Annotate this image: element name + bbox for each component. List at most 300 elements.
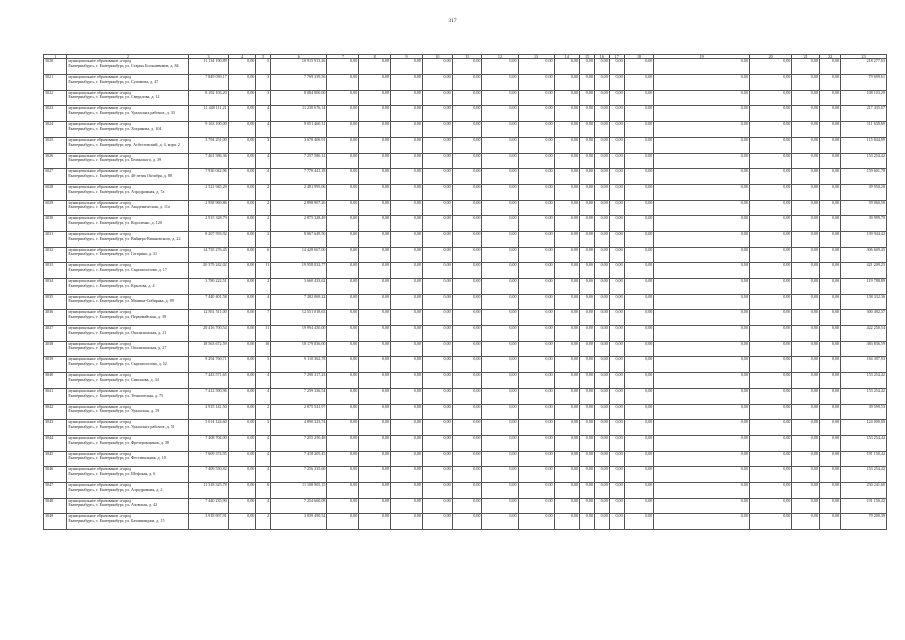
- value-cell-c6: 7 257 586,12: [271, 153, 327, 169]
- value-cell-c7: 0,00: [327, 514, 359, 530]
- value-cell-c15: 0,00: [580, 341, 595, 357]
- value-cell-c18: 0,00: [624, 373, 654, 389]
- value-cell-c10: 0,00: [422, 357, 452, 373]
- value-cell-c22: 0,00: [819, 106, 840, 122]
- value-cell-c9: 0,00: [391, 326, 423, 342]
- address-text: Екатеринбург», г. Екатеринбург, ул. Опалихинская, д. 27: [68, 345, 167, 351]
- value-cell-c14: 0,00: [554, 482, 579, 498]
- value-cell-total: 306 609,45: [841, 247, 887, 263]
- value-cell-c11: 0,00: [452, 106, 482, 122]
- value-cell-c13: 0,00: [518, 216, 554, 232]
- value-cell-c5: 4: [256, 373, 271, 389]
- value-cell-total: 159 601,78: [841, 169, 887, 185]
- value-cell-c8: 0,00: [359, 373, 391, 389]
- value-cell-c13: 0,00: [518, 279, 554, 295]
- value-cell-c16: 0,00: [594, 514, 609, 530]
- value-cell-c22: 0,00: [819, 420, 840, 436]
- value-cell-c6: 18 179 836,00: [271, 341, 327, 357]
- register-table-body: [44, 55, 887, 530]
- owner-type-text: муниципальное образование «город: [68, 121, 132, 127]
- owner-type-text: муниципальное образование «город: [68, 372, 132, 378]
- row-number-cell: 3047: [44, 482, 67, 498]
- value-cell-c21: 0,00: [792, 373, 820, 389]
- value-cell-cost: 7 443 571,65: [189, 373, 228, 389]
- value-cell-c16: 0,00: [594, 59, 609, 75]
- value-cell-cost: 7 408 704,00: [189, 435, 228, 451]
- value-cell-c11: 0,00: [452, 279, 482, 295]
- value-cell-c5: 11: [256, 326, 271, 342]
- value-cell-c15: 0,00: [580, 137, 595, 153]
- value-cell-c15: 0,00: [580, 373, 595, 389]
- value-cell-total: 59 060,50: [841, 200, 887, 216]
- value-cell-c5: 2: [256, 216, 271, 232]
- address-cell: [67, 514, 189, 530]
- value-cell-c14: 0,00: [554, 388, 579, 404]
- value-cell-c21: 0,00: [792, 247, 820, 263]
- address-cell: [67, 169, 189, 185]
- owner-type-text: муниципальное образование «город: [68, 341, 132, 346]
- value-cell-c4: 0,00: [228, 451, 256, 467]
- value-cell-c21: 0,00: [792, 122, 820, 138]
- value-cell-c22: 0,00: [819, 467, 840, 483]
- value-cell-total: 79 200,39: [841, 514, 887, 530]
- value-cell-c15: 0,00: [580, 247, 595, 263]
- value-cell-c16: 0,00: [594, 420, 609, 436]
- value-cell-c11: 0,00: [452, 451, 482, 467]
- value-cell-c9: 0,00: [391, 59, 423, 75]
- value-cell-c15: 0,00: [580, 59, 595, 75]
- value-cell-c22: 0,00: [819, 388, 840, 404]
- address-cell: [67, 294, 189, 310]
- value-cell-c6: 7 290 317,23: [271, 373, 327, 389]
- value-cell-c5: 2: [256, 514, 271, 530]
- value-cell-c9: 0,00: [391, 388, 423, 404]
- value-cell-c22: 0,00: [819, 326, 840, 342]
- owner-type-text: муниципальное образование «город: [68, 247, 132, 252]
- value-cell-c15: 0,00: [580, 451, 595, 467]
- value-cell-c12: 0,00: [482, 373, 518, 389]
- value-cell-c11: 0,00: [452, 263, 482, 279]
- value-cell-c14: 0,00: [554, 451, 579, 467]
- value-cell-c9: 0,00: [391, 216, 423, 232]
- value-cell-c22: 0,00: [819, 357, 840, 373]
- value-cell-c17: 0,00: [609, 326, 624, 342]
- address-cell: [67, 75, 189, 91]
- value-cell-c12: 0,00: [482, 231, 518, 247]
- address-cell: [67, 357, 189, 373]
- value-cell-c4: 0,00: [228, 263, 256, 279]
- value-cell-c9: 0,00: [391, 482, 423, 498]
- value-cell-c21: 0,00: [792, 404, 820, 420]
- value-cell-c12: 0,00: [482, 310, 518, 326]
- value-cell-c11: 0,00: [452, 153, 482, 169]
- value-cell-c20: 0,00: [749, 341, 791, 357]
- value-cell-c7: 0,00: [327, 482, 359, 498]
- value-cell-c10: 0,00: [422, 514, 452, 530]
- value-cell-c10: 0,00: [422, 216, 452, 232]
- value-cell-c14: 0,00: [554, 467, 579, 483]
- value-cell-c16: 0,00: [594, 216, 609, 232]
- value-cell-c8: 0,00: [359, 279, 391, 295]
- value-cell-c8: 0,00: [359, 514, 391, 530]
- value-cell-c13: 0,00: [518, 373, 554, 389]
- value-cell-c19: 0,00: [654, 59, 750, 75]
- value-cell-c20: 0,00: [749, 498, 791, 514]
- table-row: [44, 184, 887, 200]
- address-text: Екатеринбург», г. Екатеринбург, ул. Фрезеровщиков, д. 38: [68, 439, 169, 445]
- row-number-cell: 3043: [44, 420, 67, 436]
- value-cell-c5: 4: [256, 498, 271, 514]
- value-cell-total: 153 254,42: [841, 153, 887, 169]
- value-cell-c7: 0,00: [327, 451, 359, 467]
- column-number-8: 8: [359, 55, 391, 59]
- address-text: Екатеринбург», г. Екатеринбург, ул. Аэродромная, д. 2: [68, 486, 163, 492]
- value-cell-c6: 11 108 905,15: [271, 482, 327, 498]
- value-cell-c8: 0,00: [359, 137, 391, 153]
- value-cell-cost: 20 379 242,02: [189, 263, 228, 279]
- register-table-container: [43, 54, 887, 530]
- value-cell-c14: 0,00: [554, 231, 579, 247]
- value-cell-c17: 0,00: [609, 514, 624, 530]
- address-cell: [67, 216, 189, 232]
- value-cell-c4: 0,00: [228, 216, 256, 232]
- value-cell-total: 421 209,25: [841, 263, 887, 279]
- value-cell-c11: 0,00: [452, 75, 482, 91]
- value-cell-c6: 7 770 441,18: [271, 169, 327, 185]
- address-cell: [67, 482, 189, 498]
- value-cell-cost: 7 849 039,17: [189, 75, 228, 91]
- table-row: [44, 341, 887, 357]
- value-cell-c15: 0,00: [580, 231, 595, 247]
- value-cell-c4: 0,00: [228, 310, 256, 326]
- value-cell-c14: 0,00: [554, 514, 579, 530]
- value-cell-c19: 0,00: [654, 90, 750, 106]
- value-cell-c10: 0,00: [422, 388, 452, 404]
- owner-type-text: муниципальное образование «город: [68, 356, 132, 362]
- value-cell-c16: 0,00: [594, 326, 609, 342]
- value-cell-cost: 3 794 251,00: [189, 137, 228, 153]
- owner-type-text: муниципальное образование «город: [68, 435, 132, 440]
- value-cell-c12: 0,00: [482, 106, 518, 122]
- value-cell-c16: 0,00: [594, 404, 609, 420]
- value-cell-c12: 0,00: [482, 169, 518, 185]
- value-cell-c14: 0,00: [554, 310, 579, 326]
- address-text: Екатеринбург», г. Екатеринбург, ул. Белинского, д. 39: [68, 157, 162, 163]
- value-cell-c10: 0,00: [422, 90, 452, 106]
- value-cell-c18: 0,00: [624, 263, 654, 279]
- value-cell-c17: 0,00: [609, 59, 624, 75]
- table-row: [44, 326, 887, 342]
- address-text: Екатеринбург», г. Екатеринбург, ул. Гагарина, д. 31: [68, 251, 158, 257]
- value-cell-c11: 0,00: [452, 326, 482, 342]
- value-cell-total: 218 277,63: [841, 59, 887, 75]
- address-cell: [67, 498, 189, 514]
- value-cell-c21: 0,00: [792, 231, 820, 247]
- value-cell-c4: 0,00: [228, 75, 256, 91]
- row-number-cell: 3029: [44, 200, 67, 216]
- address-cell: [67, 200, 189, 216]
- value-cell-c10: 0,00: [422, 106, 452, 122]
- value-cell-c6: 7 769 339,56: [271, 75, 327, 91]
- value-cell-c5: 2: [256, 404, 271, 420]
- value-cell-c20: 0,00: [749, 388, 791, 404]
- value-cell-c19: 0,00: [654, 216, 750, 232]
- value-cell-c22: 0,00: [819, 451, 840, 467]
- value-cell-c5: 2: [256, 184, 271, 200]
- value-cell-c21: 0,00: [792, 59, 820, 75]
- row-number-cell: 3024: [44, 122, 67, 138]
- owner-type-text: муниципальное образование «город: [68, 215, 132, 221]
- address-text: Екатеринбург», г. Екатеринбург, ул. Свердлова, д. 12: [68, 94, 160, 100]
- row-number-cell: 3036: [44, 310, 67, 326]
- value-cell-c8: 0,00: [359, 122, 391, 138]
- value-cell-c7: 0,00: [327, 498, 359, 514]
- value-cell-c13: 0,00: [518, 420, 554, 436]
- value-cell-c6: 11 230 676,14: [271, 106, 327, 122]
- value-cell-c9: 0,00: [391, 200, 423, 216]
- row-number-cell: 3030: [44, 216, 67, 232]
- value-cell-total: 153 254,42: [841, 388, 887, 404]
- value-cell-c19: 0,00: [654, 388, 750, 404]
- value-cell-c17: 0,00: [609, 482, 624, 498]
- value-cell-c20: 0,00: [749, 294, 791, 310]
- value-cell-c5: 4: [256, 169, 271, 185]
- value-cell-c20: 0,00: [749, 59, 791, 75]
- value-cell-cost: 8 192 103,20: [189, 90, 228, 106]
- value-cell-c19: 0,00: [654, 498, 750, 514]
- value-cell-c7: 0,00: [327, 467, 359, 483]
- value-cell-total: 158 332,36: [841, 294, 887, 310]
- value-cell-c16: 0,00: [594, 341, 609, 357]
- value-cell-c18: 0,00: [624, 482, 654, 498]
- value-cell-c8: 0,00: [359, 184, 391, 200]
- owner-type-text: муниципальное образование «город: [68, 482, 132, 487]
- value-cell-c7: 0,00: [327, 216, 359, 232]
- value-cell-c4: 0,00: [228, 153, 256, 169]
- value-cell-c7: 0,00: [327, 294, 359, 310]
- value-cell-c21: 0,00: [792, 200, 820, 216]
- value-cell-c14: 0,00: [554, 498, 579, 514]
- value-cell-c15: 0,00: [580, 435, 595, 451]
- value-cell-c18: 0,00: [624, 514, 654, 530]
- table-row: [44, 279, 887, 295]
- value-cell-c22: 0,00: [819, 153, 840, 169]
- value-cell-c9: 0,00: [391, 247, 423, 263]
- value-cell-c19: 0,00: [654, 467, 750, 483]
- value-cell-c19: 0,00: [654, 169, 750, 185]
- value-cell-c4: 0,00: [228, 373, 256, 389]
- value-cell-c16: 0,00: [594, 435, 609, 451]
- owner-type-text: муниципальное образование «город: [68, 451, 132, 456]
- value-cell-c21: 0,00: [792, 90, 820, 106]
- value-cell-total: 383 836,59: [841, 341, 887, 357]
- value-cell-c6: 3 678 406,91: [271, 137, 327, 153]
- owner-type-text: муниципальное образование «город: [68, 419, 132, 425]
- table-row: [44, 90, 887, 106]
- value-cell-c11: 0,00: [452, 388, 482, 404]
- value-cell-c13: 0,00: [518, 137, 554, 153]
- value-cell-c17: 0,00: [609, 498, 624, 514]
- value-cell-c8: 0,00: [359, 357, 391, 373]
- value-cell-c14: 0,00: [554, 137, 579, 153]
- value-cell-c11: 0,00: [452, 137, 482, 153]
- value-cell-c22: 0,00: [819, 216, 840, 232]
- value-cell-c20: 0,00: [749, 482, 791, 498]
- value-cell-c18: 0,00: [624, 341, 654, 357]
- value-cell-c14: 0,00: [554, 279, 579, 295]
- value-cell-c6: 2 875 541,97: [271, 404, 327, 420]
- value-cell-c22: 0,00: [819, 75, 840, 91]
- table-row: [44, 200, 887, 216]
- value-cell-c11: 0,00: [452, 357, 482, 373]
- value-cell-c13: 0,00: [518, 388, 554, 404]
- value-cell-c17: 0,00: [609, 404, 624, 420]
- value-cell-c9: 0,00: [391, 451, 423, 467]
- value-cell-c9: 0,00: [391, 341, 423, 357]
- value-cell-c18: 0,00: [624, 279, 654, 295]
- value-cell-c21: 0,00: [792, 326, 820, 342]
- owner-type-text: муниципальное образование «город: [68, 90, 132, 95]
- value-cell-c17: 0,00: [609, 106, 624, 122]
- value-cell-c8: 0,00: [359, 247, 391, 263]
- address-text: Екатеринбург», г. Екатеринбург, ул. Уральских рабочих, д. 33: [68, 110, 175, 116]
- value-cell-c13: 0,00: [518, 294, 554, 310]
- value-cell-c22: 0,00: [819, 482, 840, 498]
- value-cell-c12: 0,00: [482, 404, 518, 420]
- value-cell-c12: 0,00: [482, 388, 518, 404]
- column-number-19: 19: [654, 55, 750, 59]
- value-cell-c12: 0,00: [482, 357, 518, 373]
- value-cell-c16: 0,00: [594, 122, 609, 138]
- value-cell-total: 300 492,37: [841, 310, 887, 326]
- value-cell-c14: 0,00: [554, 341, 579, 357]
- value-cell-cost: 11 318 325,78: [189, 482, 228, 498]
- value-cell-c17: 0,00: [609, 231, 624, 247]
- value-cell-total: 115 844,09: [841, 137, 887, 153]
- owner-type-text: муниципальное образование «город: [68, 74, 132, 80]
- value-cell-c18: 0,00: [624, 90, 654, 106]
- value-cell-c12: 0,00: [482, 467, 518, 483]
- value-cell-c16: 0,00: [594, 106, 609, 122]
- value-cell-c12: 0,00: [482, 326, 518, 342]
- address-text: Екатеринбург», г. Екатеринбург, ул. 40-летия Октября, д. 88: [68, 172, 172, 178]
- value-cell-c13: 0,00: [518, 435, 554, 451]
- value-cell-c16: 0,00: [594, 90, 609, 106]
- value-cell-cost: 7 440 401,58: [189, 294, 228, 310]
- value-cell-c18: 0,00: [624, 169, 654, 185]
- value-cell-c15: 0,00: [580, 482, 595, 498]
- value-cell-c18: 0,00: [624, 200, 654, 216]
- value-cell-c21: 0,00: [792, 482, 820, 498]
- value-cell-c16: 0,00: [594, 153, 609, 169]
- value-cell-c15: 0,00: [580, 326, 595, 342]
- value-cell-c14: 0,00: [554, 326, 579, 342]
- value-cell-c19: 0,00: [654, 341, 750, 357]
- value-cell-c13: 0,00: [518, 482, 554, 498]
- value-cell-c13: 0,00: [518, 467, 554, 483]
- value-cell-c12: 0,00: [482, 420, 518, 436]
- value-cell-c10: 0,00: [422, 467, 452, 483]
- value-cell-c7: 0,00: [327, 326, 359, 342]
- value-cell-c18: 0,00: [624, 404, 654, 420]
- value-cell-c19: 0,00: [654, 279, 750, 295]
- value-cell-c14: 0,00: [554, 435, 579, 451]
- value-cell-c4: 0,00: [228, 90, 256, 106]
- value-cell-c15: 0,00: [580, 200, 595, 216]
- value-cell-c17: 0,00: [609, 263, 624, 279]
- value-cell-c17: 0,00: [609, 90, 624, 106]
- value-cell-c12: 0,00: [482, 279, 518, 295]
- column-number-18: 18: [624, 55, 654, 59]
- value-cell-c11: 0,00: [452, 216, 482, 232]
- address-text: Екатеринбург», г. Екатеринбург, ул. Бахчиванджи, д. 15: [68, 518, 165, 524]
- value-cell-c15: 0,00: [580, 404, 595, 420]
- value-cell-c19: 0,00: [654, 106, 750, 122]
- address-text: Екатеринбург», г. Екатеринбург, ул. Аэродромная, д. 7а: [68, 188, 165, 194]
- value-cell-c5: 4: [256, 435, 271, 451]
- table-row: [44, 59, 887, 75]
- value-cell-c6: 3 839 490,52: [271, 514, 327, 530]
- value-cell-c19: 0,00: [654, 451, 750, 467]
- value-cell-c7: 0,00: [327, 137, 359, 153]
- table-row: [44, 231, 887, 247]
- value-cell-c15: 0,00: [580, 294, 595, 310]
- value-cell-c16: 0,00: [594, 467, 609, 483]
- table-row: [44, 482, 887, 498]
- value-cell-c15: 0,00: [580, 388, 595, 404]
- row-number-cell: 3026: [44, 153, 67, 169]
- value-cell-total: 39 599,53: [841, 404, 887, 420]
- value-cell-c7: 0,00: [327, 122, 359, 138]
- table-row: [44, 106, 887, 122]
- value-cell-c10: 0,00: [422, 231, 452, 247]
- value-cell-c5: 3: [256, 137, 271, 153]
- value-cell-c22: 0,00: [819, 247, 840, 263]
- value-cell-c11: 0,00: [452, 169, 482, 185]
- value-cell-c8: 0,00: [359, 216, 391, 232]
- value-cell-cost: 11 448 111,21: [189, 106, 228, 122]
- value-cell-c12: 0,00: [482, 59, 518, 75]
- value-cell-c11: 0,00: [452, 231, 482, 247]
- value-cell-c16: 0,00: [594, 137, 609, 153]
- value-cell-c11: 0,00: [452, 467, 482, 483]
- value-cell-c4: 0,00: [228, 169, 256, 185]
- value-cell-c20: 0,00: [749, 404, 791, 420]
- column-number-3: 3: [189, 55, 228, 59]
- value-cell-c13: 0,00: [518, 231, 554, 247]
- value-cell-c10: 0,00: [422, 482, 452, 498]
- value-cell-c10: 0,00: [422, 200, 452, 216]
- value-cell-c21: 0,00: [792, 310, 820, 326]
- value-cell-c5: 5: [256, 59, 271, 75]
- value-cell-c10: 0,00: [422, 137, 452, 153]
- value-cell-c4: 0,00: [228, 435, 256, 451]
- value-cell-c17: 0,00: [609, 122, 624, 138]
- value-cell-c6: 12 551 018,63: [271, 310, 327, 326]
- value-cell-c7: 0,00: [327, 388, 359, 404]
- value-cell-cost: 20 416 700,54: [189, 326, 228, 342]
- value-cell-c13: 0,00: [518, 59, 554, 75]
- value-cell-c13: 0,00: [518, 514, 554, 530]
- value-cell-c5: 6: [256, 247, 271, 263]
- value-cell-c7: 0,00: [327, 184, 359, 200]
- table-row: [44, 420, 887, 436]
- value-cell-c17: 0,00: [609, 451, 624, 467]
- value-cell-cost: 9 294 760,71: [189, 357, 228, 373]
- value-cell-c9: 0,00: [391, 169, 423, 185]
- value-cell-c22: 0,00: [819, 310, 840, 326]
- value-cell-c5: 2: [256, 200, 271, 216]
